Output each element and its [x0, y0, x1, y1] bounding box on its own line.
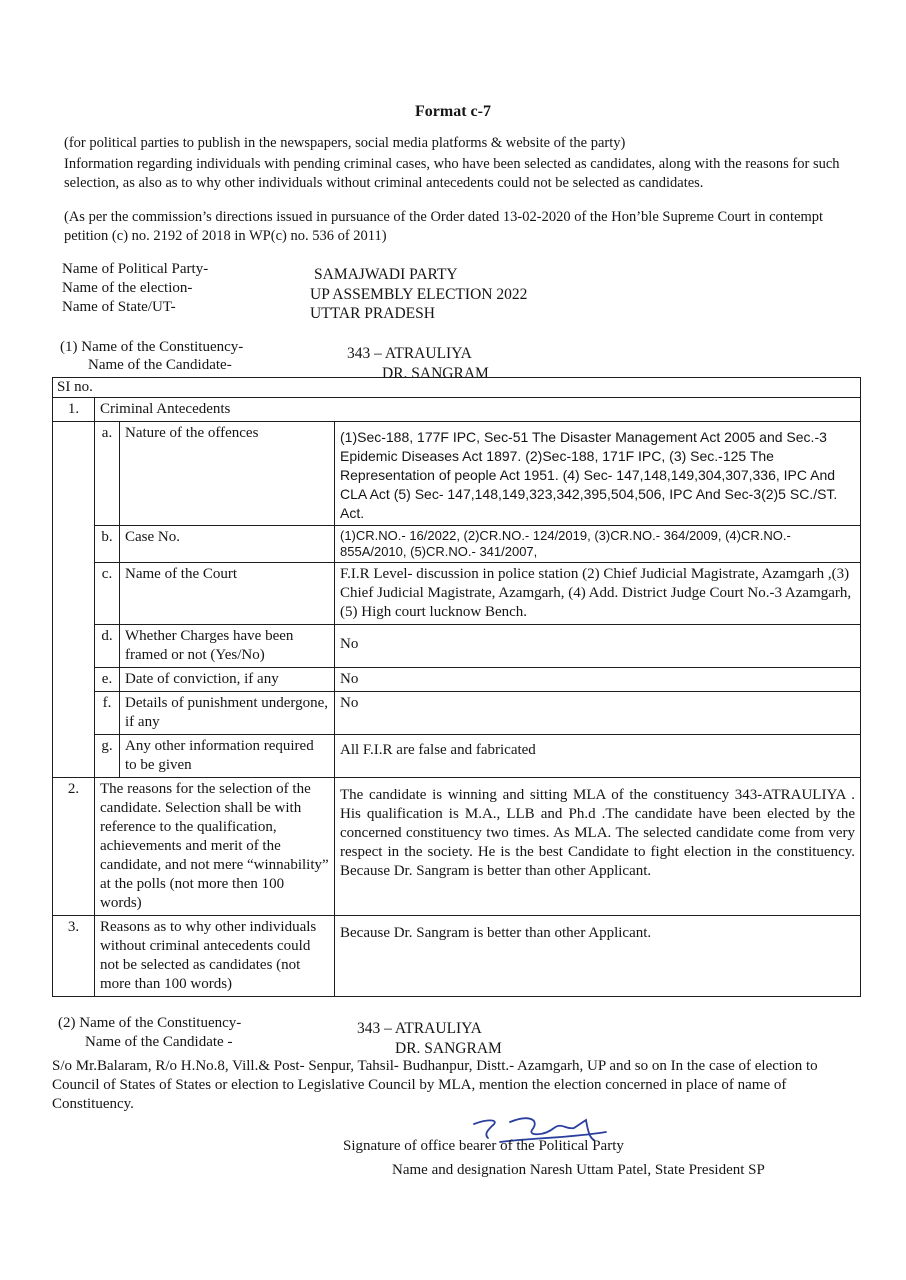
table-row [53, 692, 861, 735]
election-value: UP ASSEMBLY ELECTION 2022 [310, 286, 528, 303]
document-title: Format c-7 [415, 103, 491, 120]
table-row [53, 916, 861, 997]
row-spacer [53, 422, 95, 778]
row-label: Details of punishment undergone, if any [120, 692, 335, 735]
address-note: S/o Mr.Balaram, R/o H.No.8, Vill.& Post- Senpur, Tahsil- Budhanpur, Distt.- Azamgarh, UP and so on In the case of election to Council of States of States or election to Legislative Council by MLA, mention the election concerned in place of name of Constituency. [52, 1058, 818, 1112]
constituency-2-value: 343 – ATRAULIYA [357, 1020, 482, 1037]
row-letter: b. [95, 526, 120, 563]
row-letter: d. [95, 625, 120, 668]
row-letter: f. [95, 692, 120, 735]
table-row [53, 735, 861, 778]
constituency-2-label: (2) Name of the Constituency- [58, 1015, 242, 1031]
row-label: Name of the Court [120, 563, 335, 625]
row-label: Nature of the offences [120, 422, 335, 526]
row-value: No [335, 668, 861, 692]
row-number: 3. [53, 916, 95, 997]
party-value: SAMAJWADI PARTY [314, 266, 458, 283]
table-row [53, 398, 861, 422]
row-value: The candidate is winning and sitting MLA of the constituency 343-ATRAULIYA . His qualification is M.A., LLB and Ph.d .The candidate have been elected by the concerned constituency two times. As MLA. The selected candidate come from very respect in the society. He is the best Candidate to fight election in the constituency. Because Dr. Sangram is better than other Applicant. [335, 778, 861, 916]
row-letter: a. [95, 422, 120, 526]
document-info: Information regarding individuals with pending criminal cases, who have been selected as candidates, along with the reasons for such selection, as also as to why other individuals without criminal antecedents could not be selected as candidates. [64, 156, 840, 191]
section-heading: Criminal Antecedents [95, 398, 861, 422]
document-subtitle: (for political parties to publish in the newspapers, social media platforms & website of the party) [64, 135, 626, 151]
table-header-row [53, 378, 861, 398]
candidate-2-value: DR. SANGRAM [395, 1040, 502, 1057]
name-designation: Name and designation Naresh Uttam Patel, State President SP [392, 1162, 765, 1178]
row-value: No [335, 692, 861, 735]
party-label: Name of Political Party- [62, 261, 209, 277]
state-label: Name of State/UT- [62, 299, 176, 315]
table-row [53, 668, 861, 692]
document-directions: (As per the commission’s directions issued in pursuance of the Order dated 13-02-2020 of the Hon’ble Supreme Court in contempt petition (c) no. 2192 of 2018 in WP(c) no. 536 of 2011) [64, 209, 824, 244]
table-row [53, 422, 861, 526]
constituency-1-value: 343 – ATRAULIYA [347, 345, 472, 362]
row-value: No [335, 625, 861, 668]
table-row [53, 526, 861, 563]
row-label: Any other information required to be given [120, 735, 335, 778]
row-label: Case No. [120, 526, 335, 563]
row-letter: e. [95, 668, 120, 692]
row-letter: c. [95, 563, 120, 625]
row-value: (1)CR.NO.- 16/2022, (2)CR.NO.- 124/2019, (3)CR.NO.- 364/2009, (4)CR.NO.- 855A/2010, (5)CR.NO.- 341/2007, [335, 526, 861, 563]
row-number: 1. [53, 398, 95, 422]
election-label: Name of the election- [62, 280, 193, 296]
row-letter: g. [95, 735, 120, 778]
row-value: (1)Sec-188, 177F IPC, Sec-51 The Disaster Management Act 2005 and Sec.-3 Epidemic Diseases Act 1897. (2)Sec-188, 171F IPC, (3) Sec.-125 The Representation of people Act 1951. (4) Sec- 147,148,149,304,307,336, IPC And CLA Act (5) Sec- 147,148,149,323,342,395,504,506, IPC And Sec-3(2)5 SC./ST. Act. [335, 422, 861, 526]
row-label: Date of conviction, if any [120, 668, 335, 692]
row-number: 2. [53, 778, 95, 916]
candidate-details-table [52, 377, 861, 997]
row-label: The reasons for the selection of the candidate. Selection shall be with reference to the qualification, achievements and merit of the candidate, and not mere “winnability” at the polls (not more then 100 words) [95, 778, 335, 916]
constituency-1-label: (1) Name of the Constituency- [60, 339, 244, 355]
candidate-1-label: Name of the Candidate- [88, 357, 232, 373]
table-row [53, 778, 861, 916]
row-label: Whether Charges have been framed or not (Yes/No) [120, 625, 335, 668]
row-value: F.I.R Level- discussion in police station (2) Chief Judicial Magistrate, Azamgarh ,(3) Chief Judicial Magistrate, Azamgarh, (4) Add. District Judge Court No.-3 Azamgarh, (5) High court lucknow Bench. [335, 563, 861, 625]
row-value: All F.I.R are false and fabricated [335, 735, 861, 778]
table-row [53, 625, 861, 668]
table-row [53, 563, 861, 625]
candidate-1-value: DR. SANGRAM [382, 365, 489, 382]
sl-no-header: SI no. [53, 378, 861, 398]
state-value: UTTAR PRADESH [310, 305, 435, 322]
row-value: Because Dr. Sangram is better than other Applicant. [335, 916, 861, 997]
candidate-2-label: Name of the Candidate - [85, 1034, 233, 1050]
signature-label: Signature of office bearer of the Political Party [343, 1138, 624, 1154]
row-label: Reasons as to why other individuals without criminal antecedents could not be selected as candidates (not more than 100 words) [95, 916, 335, 997]
